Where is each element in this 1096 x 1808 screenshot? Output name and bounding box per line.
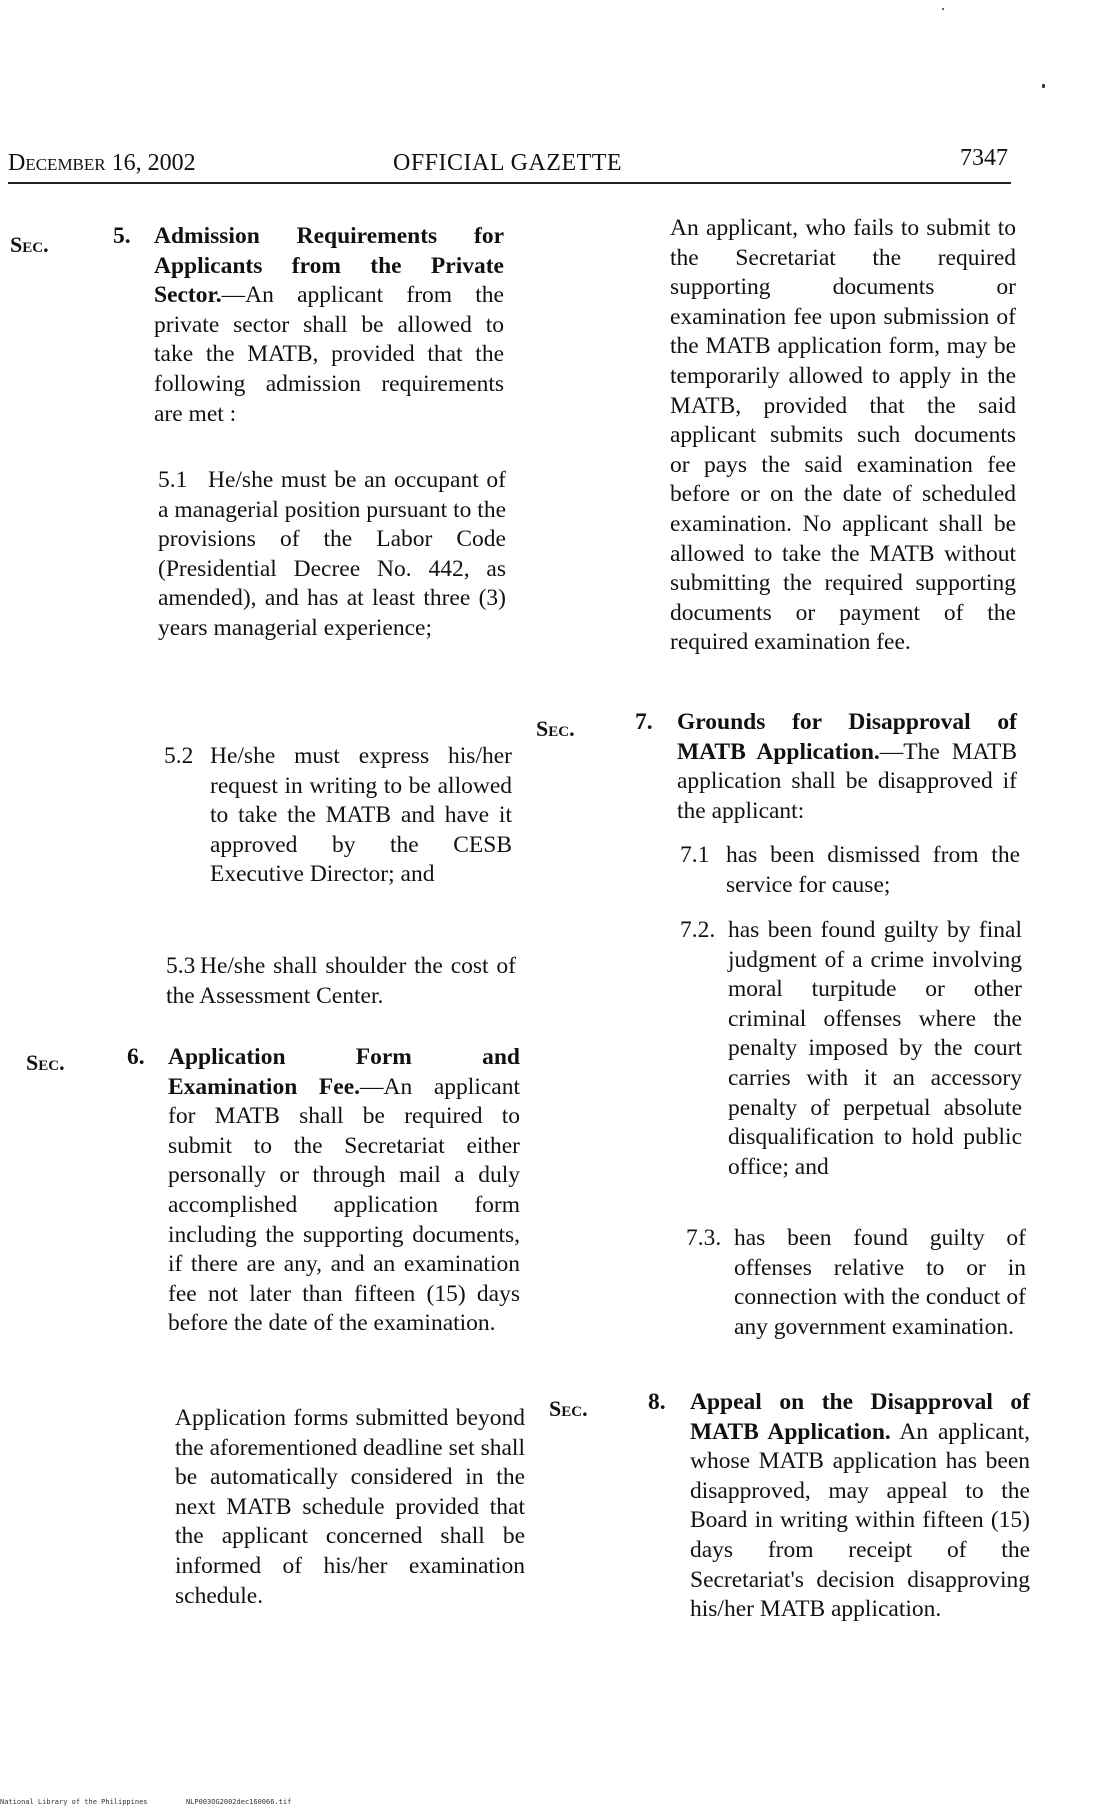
sec6-heading-number	[127, 1043, 145, 1073]
sec6-label: Sec.	[26, 1050, 65, 1075]
sec7-item-3-text-wrap	[734, 1224, 1026, 1342]
sec8-body	[690, 1388, 1030, 1625]
scan-speck	[942, 8, 944, 10]
sec8-title: Appeal on the Disapproval of MATB Application.	[690, 1389, 1030, 1445]
sec5-item-2-number: 5.2	[164, 743, 194, 769]
sec6-number: 6.	[127, 1044, 145, 1070]
sec5-item-1	[158, 466, 506, 644]
sec6-paragraph	[168, 1043, 520, 1339]
sec5-item-1-number: 5.1	[158, 467, 188, 493]
sec5-title: Admission Requirements for Applicants from the Private Sector.	[154, 223, 504, 309]
sec7-item-2-text-wrap	[728, 916, 1022, 1182]
sec8-paragraph	[690, 1388, 1030, 1625]
sec5-number: 5.	[113, 223, 131, 249]
sec5-item-3-number: 5.3	[166, 953, 196, 979]
sec7-intro: —The MATB application shall be disapproved if the applicant:	[677, 738, 1017, 824]
sec8-number: 8.	[648, 1389, 666, 1415]
sec7-body	[677, 708, 1017, 826]
sec7-item-3-text: has been found guilty of offenses relative to or in connection with the conduct of any government examination.	[734, 1225, 1026, 1340]
sec6-body	[168, 1043, 520, 1339]
sec6-text: —An applicant for MATB shall be required to submit to the Secretariat either personally or through mail a duly accomplished application form including the supporting documents, if there are any, and an examination fee not later than fifteen (15) days before the date of the examination.	[168, 1073, 520, 1337]
sec7-item-2	[680, 916, 1022, 1182]
sec6-para3-text: An applicant, who fails to submit to the Secretariat the required supporting documents or examination fee upon submission of the MATB application form, may be temporarily allowed to apply in the MATB, provided that the said applicant submits such documents or pays the said examination fee before or on the date of scheduled examination. No applicant shall be allowed to take the MATB without submitting the required supporting documents or payment of the required examination fee.	[670, 215, 1016, 656]
sec5-body	[154, 222, 504, 429]
sec6-para2	[175, 1404, 525, 1611]
sec8-text: An applicant, whose MATB application has been disapproved, may appeal to the Board in writing within fifteen (15) days from receipt of the Secretariat's decision disapproving his/her MATB application.	[690, 1418, 1030, 1623]
scan-speck	[1042, 84, 1045, 88]
sec6-para3	[670, 214, 1016, 658]
sec6-para2-text: Application forms submitted beyond the aforementioned deadline set shall be automatically considered in the next MATB schedule provided that the applicant concerned shall be informed of his/her examination schedule.	[175, 1405, 525, 1609]
sec5-paragraph	[154, 222, 504, 429]
sec5-item-1-text: He/she must be an occupant of a managerial position pursuant to the provisions of the Labor Code (Presidential Decree No. 442, as amended), and has at least three (3) years managerial experience;	[158, 467, 506, 641]
sec5-item-2-text: He/she must express his/her request in writing to be allowed to take the MATB and have it approved by the CESB Executive Director; and	[210, 743, 512, 888]
sec6-title: Application Form and Examination Fee.	[168, 1044, 520, 1100]
sec5-item-3-text: He/she shall shoulder the cost of the Assessment Center.	[166, 953, 516, 1009]
publication-title: OFFICIAL GAZETTE	[393, 150, 623, 176]
sec5-item-3	[166, 952, 516, 1011]
sec7-item-1	[680, 841, 1020, 900]
sec5-item-3-text-wrap	[166, 952, 516, 1011]
sec7-heading-number	[635, 708, 653, 738]
sec7-item-2-text: has been found guilty by final judgment of a crime involving moral turpitude or other criminal offenses where the penalty imposed by the court carries with it an accessory penalty of perpetual absolute disqualification to hold public office; and	[728, 917, 1022, 1180]
footer-library: National Library of the Philippines	[0, 1798, 148, 1806]
sec7-item-2-number: 7.2.	[680, 917, 716, 943]
header-rule	[8, 182, 1011, 184]
sec5-label: Sec.	[10, 232, 49, 257]
sec7-item-1-number: 7.1	[680, 842, 710, 868]
sec5-intro: —An applicant from the private sector shall be allowed to take the MATB, provided that the following admission requirements are met :	[154, 282, 504, 427]
scan-footer	[0, 1798, 291, 1806]
sec5-item-2	[164, 742, 512, 890]
sec5-item-2-text-wrap	[210, 742, 512, 890]
sec8-label: Sec.	[549, 1396, 588, 1421]
sec7-title: Grounds for Disapproval of MATB Application.	[677, 709, 1017, 765]
sec5-heading-number	[113, 222, 131, 252]
footer-file: NLP003OG2002dec160066.tif	[185, 1798, 292, 1806]
page-number: 7347	[960, 145, 1008, 171]
sec7-label: Sec.	[536, 716, 575, 741]
sec7-item-3	[686, 1224, 1026, 1342]
sec7-paragraph	[677, 708, 1017, 826]
sec7-number: 7.	[635, 709, 653, 735]
sec8-heading-number	[648, 1388, 666, 1418]
sec7-item-3-number: 7.3.	[686, 1225, 722, 1251]
sec7-item-1-text: has been dismissed from the service for cause;	[726, 842, 1020, 898]
issue-date: December 16, 2002	[8, 150, 196, 176]
sec7-item-1-text-wrap	[726, 841, 1020, 900]
sec5-item-1-text-wrap	[158, 466, 506, 644]
